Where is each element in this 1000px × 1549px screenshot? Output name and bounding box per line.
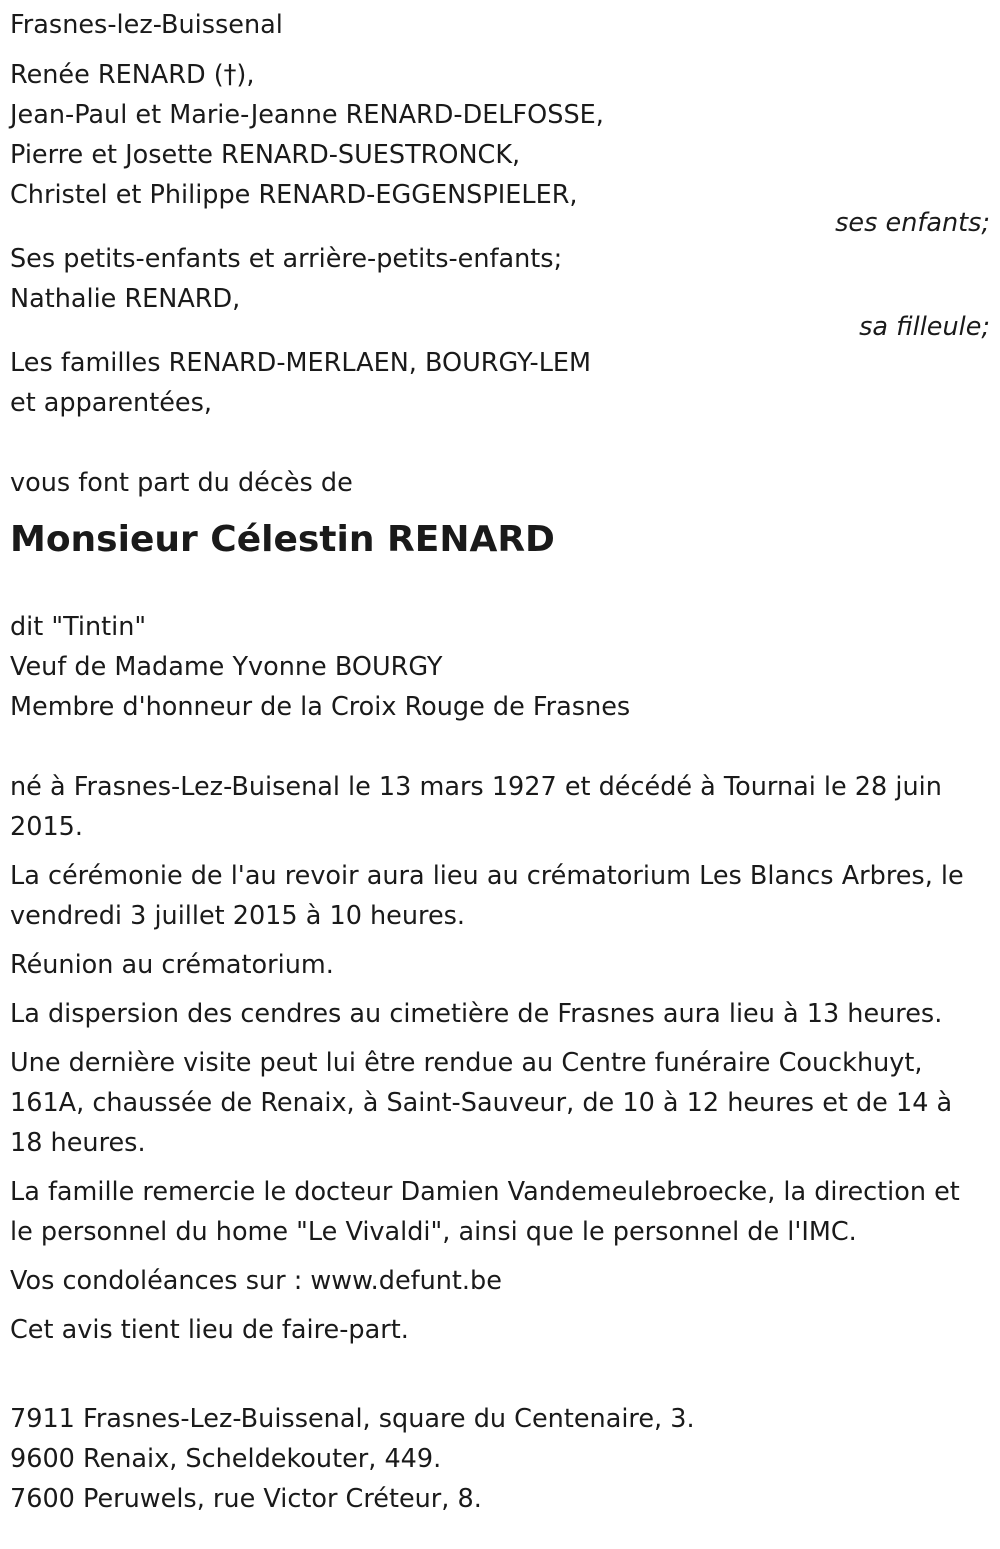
- family-member-line: Renée RENARD (†),: [10, 60, 255, 90]
- announcement-intro: vous font part du décès de: [10, 468, 353, 498]
- family-member-line: Christel et Philippe RENARD-EGGENSPIELER,: [10, 180, 578, 210]
- address-line: 7600 Peruwels, rue Victor Créteur, 8.: [10, 1484, 482, 1514]
- reunion-paragraph: Réunion au crématorium.: [10, 950, 334, 980]
- families-line: Les familles RENARD-MERLAEN, BOURGY-LEM: [10, 348, 592, 378]
- widower-line: Veuf de Madame Yvonne BOURGY: [10, 652, 443, 682]
- header-place: Frasnes-lez-Buissenal: [10, 10, 283, 40]
- visit-paragraph: Une dernière visite peut lui être rendue au Centre funéraire Couckhuyt, 161A, chaussée de Renaix, à Saint-Sauveur, de 10 à 12 heures et de 14 à 18 heures.: [10, 1048, 953, 1158]
- membership-line: Membre d'honneur de la Croix Rouge de Frasnes: [10, 692, 631, 722]
- notice-paragraph: Cet avis tient lieu de faire-part.: [10, 1315, 409, 1345]
- goddaughter-label: sa filleule;: [859, 312, 990, 342]
- family-member-line: Pierre et Josette RENARD-SUESTRONCK,: [10, 140, 521, 170]
- deceased-name: Monsieur Célestin RENARD: [10, 519, 555, 560]
- obituary-notice: [10, 5, 990, 1519]
- thanks-paragraph: La famille remercie le docteur Damien Vandemeulebroecke, la direction et le personnel du home "Le Vivaldi", ainsi que le personnel de l'IMC.: [10, 1177, 960, 1247]
- grandchildren-block: [10, 239, 990, 341]
- families-line: et apparentées,: [10, 388, 212, 418]
- condolences-paragraph: Vos condoléances sur : www.defunt.be: [10, 1266, 502, 1296]
- address-line: 7911 Frasnes-Lez-Buissenal, square du Centenaire, 3.: [10, 1404, 695, 1434]
- address-line: 9600 Renaix, Scheldekouter, 449.: [10, 1444, 442, 1474]
- addresses-block: [10, 1399, 990, 1519]
- families-block: [10, 343, 990, 423]
- deceased-info: [10, 607, 990, 727]
- ceremony-paragraph: La cérémonie de l'au revoir aura lieu au crématorium Les Blancs Arbres, le vendredi 3 juillet 2015 à 10 heures.: [10, 861, 964, 931]
- children-label: ses enfants;: [835, 208, 990, 238]
- goddaughter-name: Nathalie RENARD,: [10, 284, 241, 314]
- dispersion-paragraph: La dispersion des cendres au cimetière de Frasnes aura lieu à 13 heures.: [10, 999, 943, 1029]
- details-block: [10, 767, 990, 1350]
- birth-death-paragraph: né à Frasnes-Lez-Buisenal le 13 mars 1927 et décédé à Tournai le 28 juin 2015.: [10, 772, 942, 842]
- nickname: dit "Tintin": [10, 612, 147, 642]
- children-list: [10, 55, 990, 237]
- grandchildren-line: Ses petits-enfants et arrière-petits-enfants;: [10, 244, 563, 274]
- family-member-line: Jean-Paul et Marie-Jeanne RENARD-DELFOSSE,: [10, 100, 604, 130]
